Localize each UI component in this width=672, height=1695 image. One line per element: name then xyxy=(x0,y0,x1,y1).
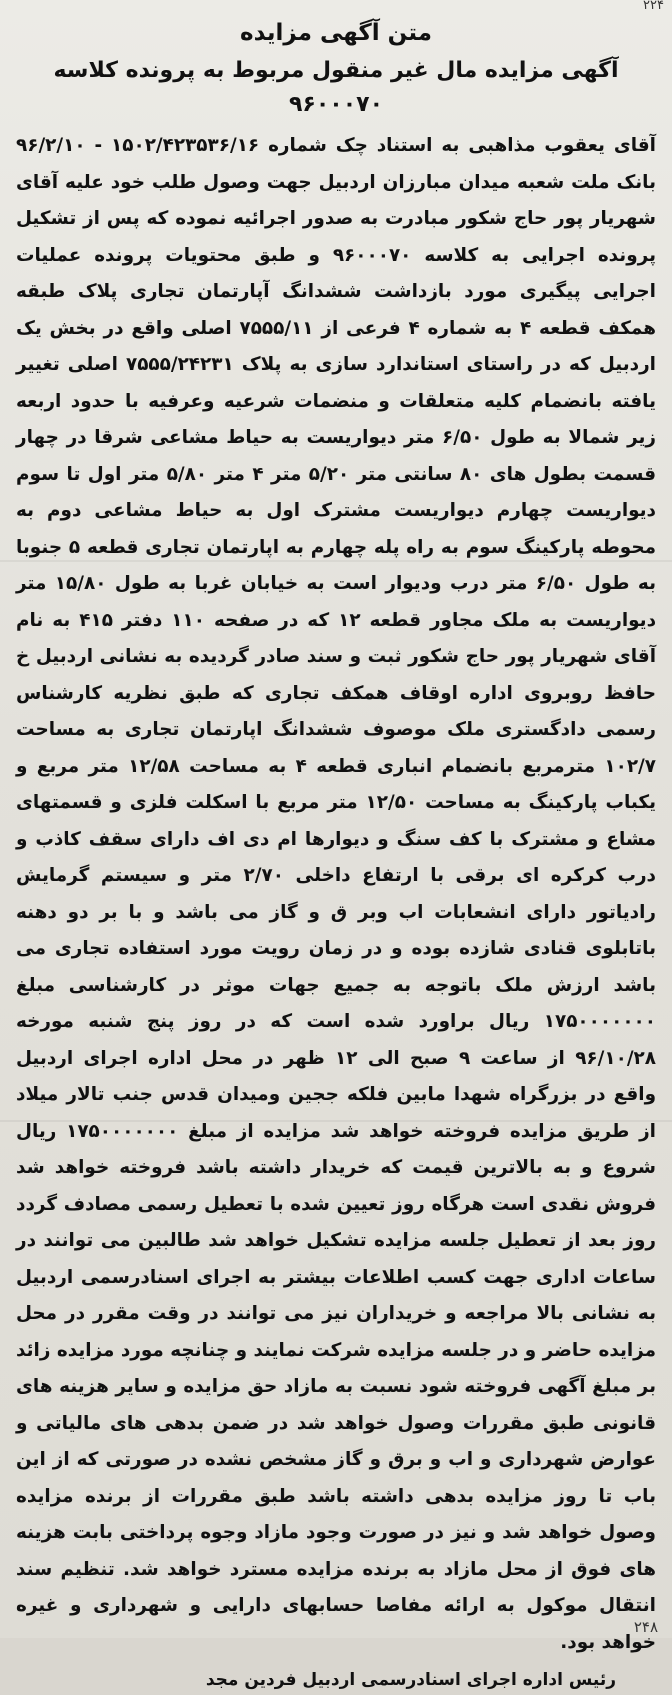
top-page-number: ۲۲۴ xyxy=(643,0,664,13)
notice-subtitle: آگهی مزایده مال غیر منقول مربوط به پرونده کلاسه ۹۶۰۰۰۷۰ xyxy=(53,58,619,117)
notice-title: متن آگهی مزایده xyxy=(240,20,432,46)
notice-signature: رئیس اداره اجرای اسنادرسمی اردبیل فردین مجد xyxy=(205,1670,616,1690)
paper-fold-line xyxy=(0,560,672,562)
bottom-page-number: ۲۴۸ xyxy=(633,1618,658,1636)
notice-body: آقای یعقوب مذاهبی به استناد چک شماره ۱۵۰۲/۴۲۳۵۳۶/۱۶ - ۹۶/۲/۱۰ بانک ملت شعبه میدان مبارزان اردبیل جهت وصول طلب خود علیه آقای شهریار پور حاج شکور مبادرت به صدور اجرائیه نموده که پس از تشکیل پرونده اجرایی به کلاسه ۹۶۰۰۰۷۰ و طبق محتویات پرونده عملیات اجرایی پیگیری مورد بازداشت ششدانگ آپارتمان تجاری پلاک طبقه همکف قطعه ۴ به شماره ۴ فرعی از ۷۵۵۵/۱۱ اصلی واقع در بخش یک اردبیل که در راستای استاندارد سازی به پلاک ۷۵۵۵/۲۴۲۳۱ اصلی تغییر یافته بانضمام کلیه متعلقات و منضمات شرعیه وعرفیه با حدود اربعه زیر شمالا به طول ۶/۵۰ متر دیواریست به حیاط مشاعی شرقا در چهار قسمت بطول های ۸۰ سانتی متر ۵/۲۰ متر ۴ متر ۵/۸۰ متر اول تا سوم دیواریست چهارم دیواریست مشترک اول به حیاط مشاعی دوم به محوطه پارکینگ سوم به راه پله چهارم به اپارتمان تجاری قطعه ۵ جنوبا به طول ۶/۵۰ متر درب ودیوار است به خیابان غربا به طول ۱۵/۸۰ متر دیواریست به ملک مجاور قطعه ۱۲ که در صفحه ۱۱۰ دفتر ۴۱۵ به نام آقای شهریار پور حاج شکور ثبت و سند صادر گردیده به نشانی اردبیل خ حافظ روبروی اداره اوقاف همکف تجاری که طبق نظریه کارشناس رسمی دادگستری ملک موصوف ششدانگ اپارتمان تجاری به مساحت ۱۰۲/۷ مترمربع بانضمام انباری قطعه ۴ به مساحت ۱۲/۵۸ متر مربع و یکباب پارکینگ به مساحت ۱۲/۵۰ متر مربع با اسکلت فلزی و قسمتهای مشاع و مشترک با کف سنگ و دیوارها ام دی اف دارای سقف کاذب و درب کرکره ای برقی با ارتفاع داخلی ۲/۷۰ متر و سیستم گرمایش رادیاتور دارای انشعابات اب وبر ق و گاز می باشد و با بر دو دهنه باتابلوی قنادی شازده بوده و در زمان رویت مورد استفاده تجاری می باشد ارزش ملک باتوجه به جمیع جهات موثر در کارشناسی مبلغ ۱۷۵۰۰۰۰۰۰۰ ریال براورد شده است که در روز پنج شنبه مورخه ۹۶/۱۰/۲۸ از ساعت ۹ صبح الی ۱۲ ظهر در محل اداره اجرای اردبیل واقع در بزرگراه شهدا مابین فلکه ججین ومیدان قدس جنب تالار میلاد از طریق مزایده فروخته خواهد شد مزایده از مبلغ ۱۷۵۰۰۰۰۰۰۰ ریال شروع و به بالاترین قیمت که خریدار داشته باشد فروخته خواهد شد فروش نقدی است هرگاه روز تعیین شده با تعطیل رسمی مصادف گردد روز بعد از تعطیل جلسه مزایده تشکیل خواهد شد طالبین می توانند در ساعات اداری جهت کسب اطلاعات بیشتر به اجرای اسنادرسمی اردبیل به نشانی بالا مراجعه و خریداران نیز می توانند در وقت مقرر در محل مزایده حاضر و در جلسه مزایده شرکت نمایند و چنانچه مورد مزایده زائد بر مبلغ آگهی فروخته شود نسبت به مازاد حق مزایده و سایر هزینه های قانونی طبق مقررات وصول خواهد شد در ضمن بدهی های مالیاتی و عوارض شهرداری و اب و برق و گاز مشخص نشده در صورتی که از این باب تا روز مزایده بدهی داشته باشد طبق مقررات از برنده مزایده وصول خواهد شد و نیز در صورت وجود مازاد وجوه پرداختی بابت هزینه های فوق از محل مازاد به برنده مزایده مسترد خواهد شد. تنظیم سند انتقال موکول به ارائه مفاصا حسابهای دارایی و شهرداری و غیره خواهد بود. xyxy=(16,135,657,1653)
paper-fold-line xyxy=(0,1120,672,1122)
